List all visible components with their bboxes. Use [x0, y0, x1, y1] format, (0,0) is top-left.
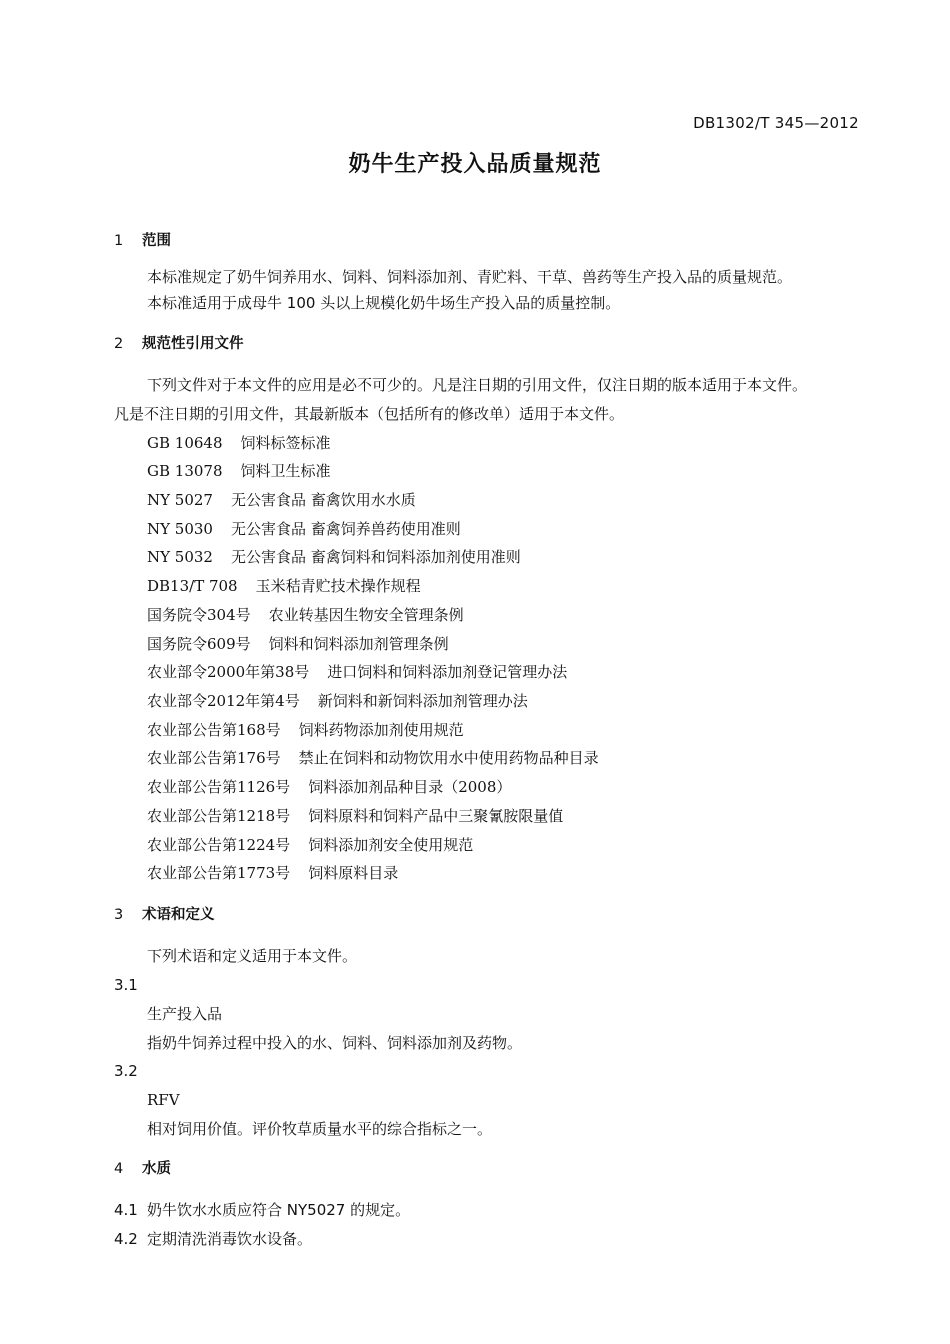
- section-number: 3: [114, 907, 124, 923]
- reference-code: 农业部公告第168号: [147, 721, 281, 739]
- reference-code: 国务院令304号: [147, 606, 251, 624]
- water-clause-2: [114, 1229, 312, 1249]
- section-title: 规范性引用文件: [142, 336, 244, 352]
- reference-item: [147, 433, 331, 453]
- reference-code: 农业部公告第1126号: [147, 778, 291, 796]
- reference-item: [147, 519, 461, 539]
- text-segment: 本标准适用于成母牛: [147, 294, 287, 312]
- reference-name: 饲料添加剂安全使用规范: [308, 836, 474, 854]
- reference-code: 国务院令609号: [147, 635, 251, 653]
- reference-code: 农业部公告第176号: [147, 749, 281, 767]
- reference-item: [147, 863, 398, 883]
- section-number: 1: [114, 233, 124, 249]
- reference-code: 农业部令2012年第4号: [147, 692, 300, 710]
- reference-name: 无公害食品 畜禽饲养兽药使用准则: [230, 520, 461, 538]
- reference-name: 新饲料和新饲料添加剂管理办法: [317, 692, 528, 710]
- reference-name: 饲料标签标准: [240, 434, 331, 452]
- term-name: 生产投入品: [147, 1005, 223, 1023]
- reference-name: 饲料和饲料添加剂管理条例: [268, 635, 449, 653]
- reference-item: [147, 835, 473, 855]
- reference-item: [147, 806, 563, 826]
- reference-name: 玉米秸青贮技术操作规程: [255, 577, 421, 595]
- reference-code: 农业部令2000年第38号: [147, 663, 310, 681]
- reference-item: [147, 461, 331, 481]
- section-number: 4: [114, 1161, 124, 1177]
- reference-item: [147, 691, 528, 711]
- reference-name: 农业转基因生物安全管理条例: [268, 606, 464, 624]
- reference-name: 饲料卫生标准: [240, 462, 331, 480]
- reference-code: NY 5030: [147, 520, 213, 538]
- scope-paragraph-1: 本标准规定了奶牛饲养用水、饲料、饲料添加剂、青贮料、干草、兽药等生产投入品的质量规范。: [147, 268, 793, 286]
- reference-item: [147, 662, 567, 682]
- section-2-heading: [114, 334, 244, 354]
- section-1-heading: [114, 231, 171, 251]
- terms-intro: 下列术语和定义适用于本文件。: [147, 947, 358, 965]
- document-title: 奶牛生产投入品质量规范: [348, 152, 602, 177]
- reference-name: 进口饲料和饲料添加剂登记管理办法: [327, 663, 568, 681]
- reference-code: NY 5027: [147, 491, 213, 509]
- reference-item: [147, 634, 449, 654]
- reference-code: DB13/T 708: [147, 577, 238, 595]
- section-title: 术语和定义: [142, 907, 215, 923]
- references-intro-line-2: 凡是不注日期的引用文件，其最新版本（包括所有的修改单）适用于本文件。: [114, 405, 625, 423]
- section-title: 范围: [142, 233, 171, 249]
- text-segment: 定期清洗消毒饮水设备。: [147, 1230, 313, 1248]
- reference-name: 饲料原料目录: [308, 864, 399, 882]
- term-number: 3.2: [114, 1062, 138, 1080]
- reference-item: [147, 605, 464, 625]
- reference-name: 无公害食品 畜禽饲料和饲料添加剂使用准则: [230, 548, 521, 566]
- reference-item: [147, 490, 416, 510]
- section-4-heading: [114, 1159, 171, 1179]
- scope-paragraph-2: [147, 293, 620, 313]
- text-segment: 的规定。: [345, 1201, 411, 1219]
- reference-item: [147, 576, 421, 596]
- reference-code: 农业部公告第1224号: [147, 836, 291, 854]
- reference-item: [147, 720, 464, 740]
- section-number: 2: [114, 336, 124, 352]
- herd-size-number: 100: [286, 294, 316, 312]
- section-3-heading: [114, 905, 215, 925]
- reference-code: NY 5032: [147, 548, 213, 566]
- term-name: RFV: [147, 1091, 180, 1109]
- references-intro-line-1: 下列文件对于本文件的应用是必不可少的。凡是注日期的引用文件，仅注日期的版本适用于本文件。: [147, 376, 808, 394]
- reference-name: 饲料药物添加剂使用规范: [298, 721, 464, 739]
- reference-item: [147, 748, 599, 768]
- reference-item: [147, 777, 511, 797]
- reference-name: 饲料添加剂品种目录（2008）: [308, 778, 512, 796]
- reference-code: 农业部公告第1773号: [147, 864, 291, 882]
- text-segment: 奶牛饮水水质应符合: [147, 1201, 287, 1219]
- term-definition: 相对饲用价值。评价牧草质量水平的综合指标之一。: [147, 1120, 493, 1138]
- text-segment: 头以上规模化奶牛场生产投入品的质量控制。: [315, 294, 621, 312]
- reference-name: 饲料原料和饲料产品中三聚氰胺限量值: [308, 807, 564, 825]
- water-clause-1: [114, 1200, 410, 1220]
- term-number: 3.1: [114, 976, 138, 994]
- term-definition: 指奶牛饲养过程中投入的水、饲料、饲料添加剂及药物。: [147, 1034, 523, 1052]
- standard-code: NY5027: [286, 1201, 346, 1219]
- reference-code: GB 10648: [147, 434, 223, 452]
- standard-number: DB1302/T 345—2012: [693, 114, 859, 132]
- reference-code: GB 13078: [147, 462, 223, 480]
- clause-number: 4.2: [114, 1230, 138, 1248]
- reference-item: [147, 547, 521, 567]
- reference-name: 禁止在饲料和动物饮用水中使用药物品种目录: [298, 749, 599, 767]
- reference-code: 农业部公告第1218号: [147, 807, 291, 825]
- section-title: 水质: [142, 1161, 171, 1177]
- clause-number: 4.1: [114, 1201, 138, 1219]
- reference-name: 无公害食品 畜禽饮用水水质: [230, 491, 416, 509]
